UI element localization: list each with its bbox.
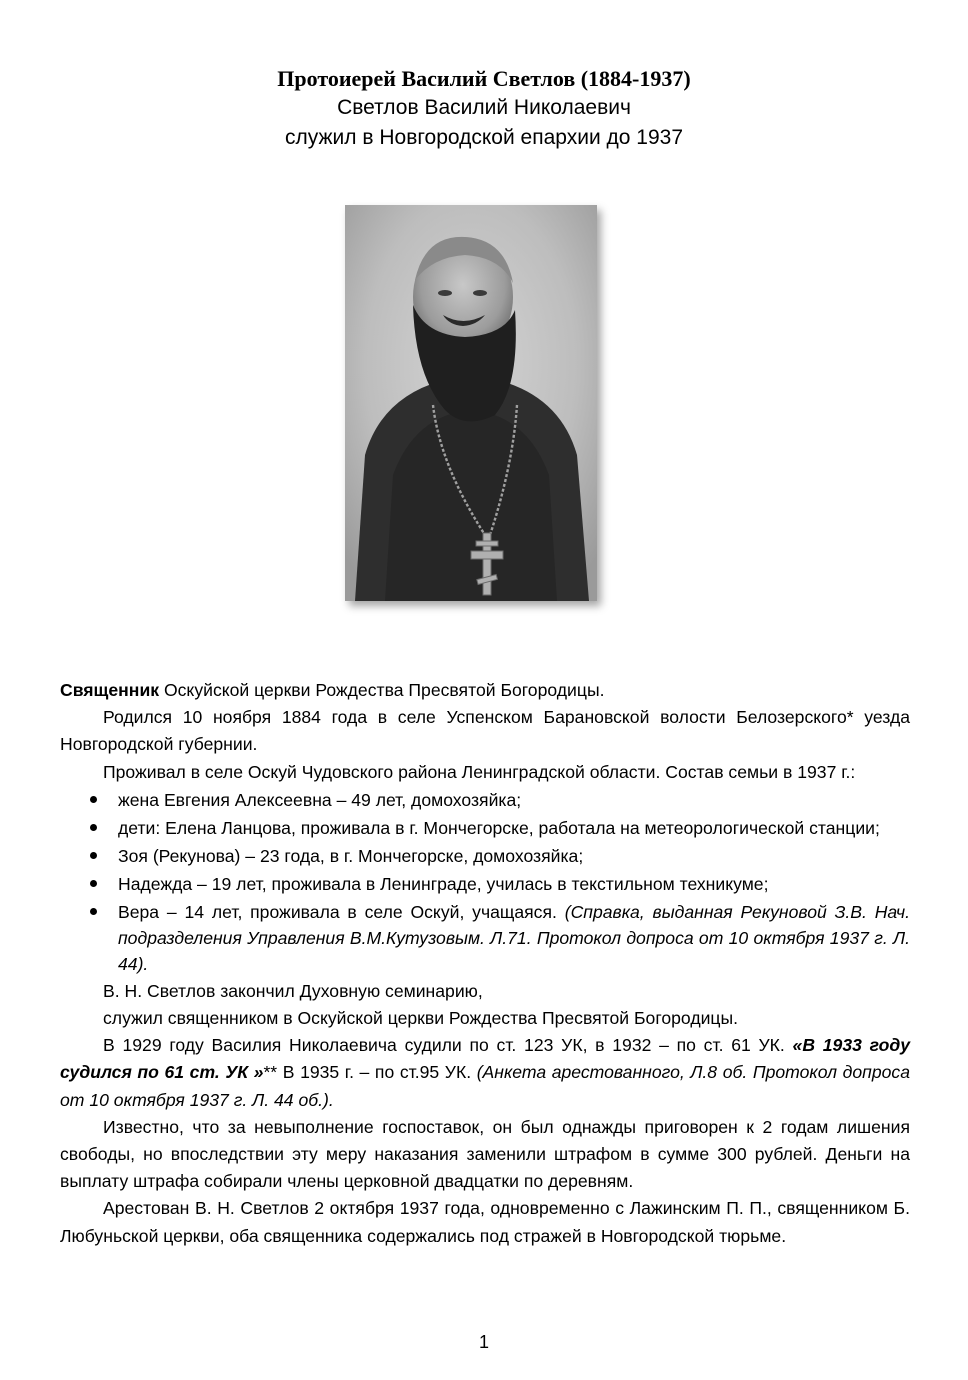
family-item-text: Зоя (Рекунова) – 23 года, в г. Мончегорске, домохозяйка; [118, 845, 584, 866]
position-label: Священник [60, 680, 160, 700]
trials-quote: «В 1933 году судился по 61 ст. УК » [60, 1035, 910, 1083]
family-item [60, 842, 910, 870]
family-item [60, 898, 910, 978]
paragraph-position [60, 677, 910, 704]
family-item [60, 814, 910, 842]
bullet-icon [90, 824, 97, 831]
family-item [60, 786, 910, 814]
family-item-text: Вера – 14 лет, проживала в селе Оскуй, учащаяся. [118, 901, 565, 922]
paragraph-trials [60, 1032, 910, 1114]
portrait-photo [345, 205, 597, 601]
portrait-image [345, 205, 597, 601]
paragraph-arrest: Арестован В. Н. Светлов 2 октября 1937 года, одновременно с Лажинским П. П., священником Б. Любуньской церкви, оба священника содержались под стражей в Новгородской тюрьме. [60, 1198, 910, 1246]
bullet-icon [90, 880, 97, 887]
page-title: Протоиерей Василий Светлов (1884-1937) [277, 66, 691, 91]
service-line: служил в Новгородской епархии до 1937 [285, 126, 683, 149]
person-full-name: Светлов Василий Николаевич [337, 96, 631, 119]
position-church: Оскуйской церкви Рождества Пресвятой Богородицы. [159, 680, 605, 700]
bullet-icon [90, 908, 97, 915]
family-item-text: дети: Елена Ланцова, проживала в г. Мончегорске, работала на метеорологической станции; [118, 817, 880, 838]
family-item [60, 870, 910, 898]
bullet-icon [90, 796, 97, 803]
source-citation: (Анкета арестованного, Л.8 об. Протокол допроса от 10 октября 1937 г. Л. 44 об.). [60, 1062, 910, 1110]
trials-text-2: ** В 1935 г. – по ст.95 УК. [263, 1062, 477, 1083]
paragraph-residence: Проживал в селе Оскуй Чудовского района Ленинградской области. Состав семьи в 1937 г.: [103, 761, 856, 782]
trials-text: В 1929 году Василия Николаевича судили по ст. 123 УК, в 1932 – по ст. 61 УК. [103, 1035, 793, 1056]
paragraph-sentence: Известно, что за невыполнение госпоставок, он был однажды приговорен к 2 годам лишения свободы, но впоследствии эту меру наказания заменили штрафом в сумме 300 рублей. Деньги на выплату штрафа собирали члены церковной двадцатки по деревням. [60, 1116, 910, 1192]
source-citation: (Справка, выданная Рекуновой З.В. Нач. подразделения Управления В.М.Кутузовым. Л.71. Протокол допроса от 10 октября 1937 г. Л. 44). [118, 901, 910, 974]
page-number: 1 [478, 1332, 489, 1352]
family-list [60, 786, 910, 978]
paragraph-service: служил священником в Оскуйской церкви Рождества Пресвятой Богородицы. [103, 1008, 739, 1029]
paragraph-education: В. Н. Светлов закончил Духовную семинарию, [103, 980, 483, 1001]
biography-text [60, 677, 910, 1250]
family-item-text: Надежда – 19 лет, проживала в Ленинграде, училась в текстильном техникуме; [118, 873, 769, 894]
bullet-icon [90, 852, 97, 859]
family-item-text: жена Евгения Алексеевна – 49 лет, домохозяйка; [118, 789, 522, 810]
paragraph-birth: Родился 10 ноября 1884 года в селе Успенском Барановской волости Белозерского* уезда Новгородской губернии. [60, 707, 910, 755]
